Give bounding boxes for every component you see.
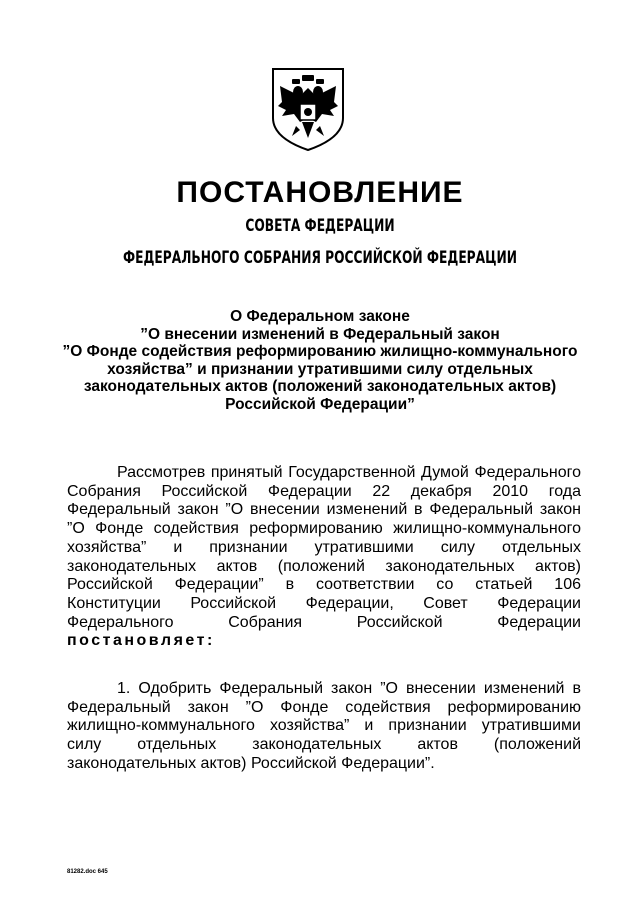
heading-line: хозяйства” и признании утратившими силу отдельных <box>107 360 533 378</box>
paragraph-line: Конституции Российской Федерации, Совет Федерации <box>67 594 581 612</box>
paragraph-line: Федерального Собрания Российской Федерации <box>67 613 581 631</box>
paragraph-line: Собрания Российской Федерации 22 декабря 2010 года <box>67 482 581 500</box>
heading-line: О Федеральном законе <box>230 308 410 325</box>
resolution-item-1 <box>67 680 581 774</box>
heading-line: ”О внесении изменений в Федеральный закон <box>140 325 500 343</box>
paragraph-line: жилищно-коммунального хозяйства” и признании утратившими <box>67 717 581 735</box>
paragraph-line: законодательных актов) Российской Федерации”. <box>67 754 435 772</box>
decree-word: постановляет: <box>67 632 215 650</box>
paragraph-line: Рассмотрев принятый Государственной Думой Федерального <box>117 464 581 481</box>
paragraph-line: Федеральный закон ”О внесении изменений в Федеральный закон <box>67 501 581 519</box>
heading-line: Российской Федерации” <box>225 395 415 413</box>
paragraph-line: Российской Федерации” в соответствии со статьей 106 <box>67 576 581 594</box>
document-title: ПОСТАНОВЛЕНИЕ <box>176 176 464 209</box>
heading-line: законодательных актов (положений законодательных актов) <box>83 378 557 395</box>
paragraph-line: хозяйства” и признании утратившими силу отдельных <box>67 538 581 556</box>
issuer-line-1: СОВЕТА ФЕДЕРАЦИИ <box>245 216 395 236</box>
paragraph-line: 1. Одобрить Федеральный закон ”О внесении изменений в <box>117 680 581 697</box>
heading-line: ”О Фонде содействия реформированию жилищно-коммунального <box>62 343 578 360</box>
paragraph-line: ”О Фонде содействия реформированию жилищно-коммунального <box>67 520 581 538</box>
paragraph-line: Федеральный закон ”О Фонде содействия реформированию <box>67 698 581 716</box>
russian-coat-of-arms-icon <box>270 66 346 152</box>
issuer-line-2: ФЕДЕРАЛЬНОГО СОБРАНИЯ РОССИЙСКОЙ ФЕДЕРАЦИИ <box>123 248 517 268</box>
paragraph-line: силу отдельных законодательных актов (положений <box>67 736 581 754</box>
paragraph-line: законодательных актов (положений законодательных актов) <box>67 557 581 575</box>
preamble-paragraph <box>67 464 581 651</box>
resolution-heading <box>0 308 640 413</box>
document-code: 81282.doc 645 <box>67 869 108 875</box>
